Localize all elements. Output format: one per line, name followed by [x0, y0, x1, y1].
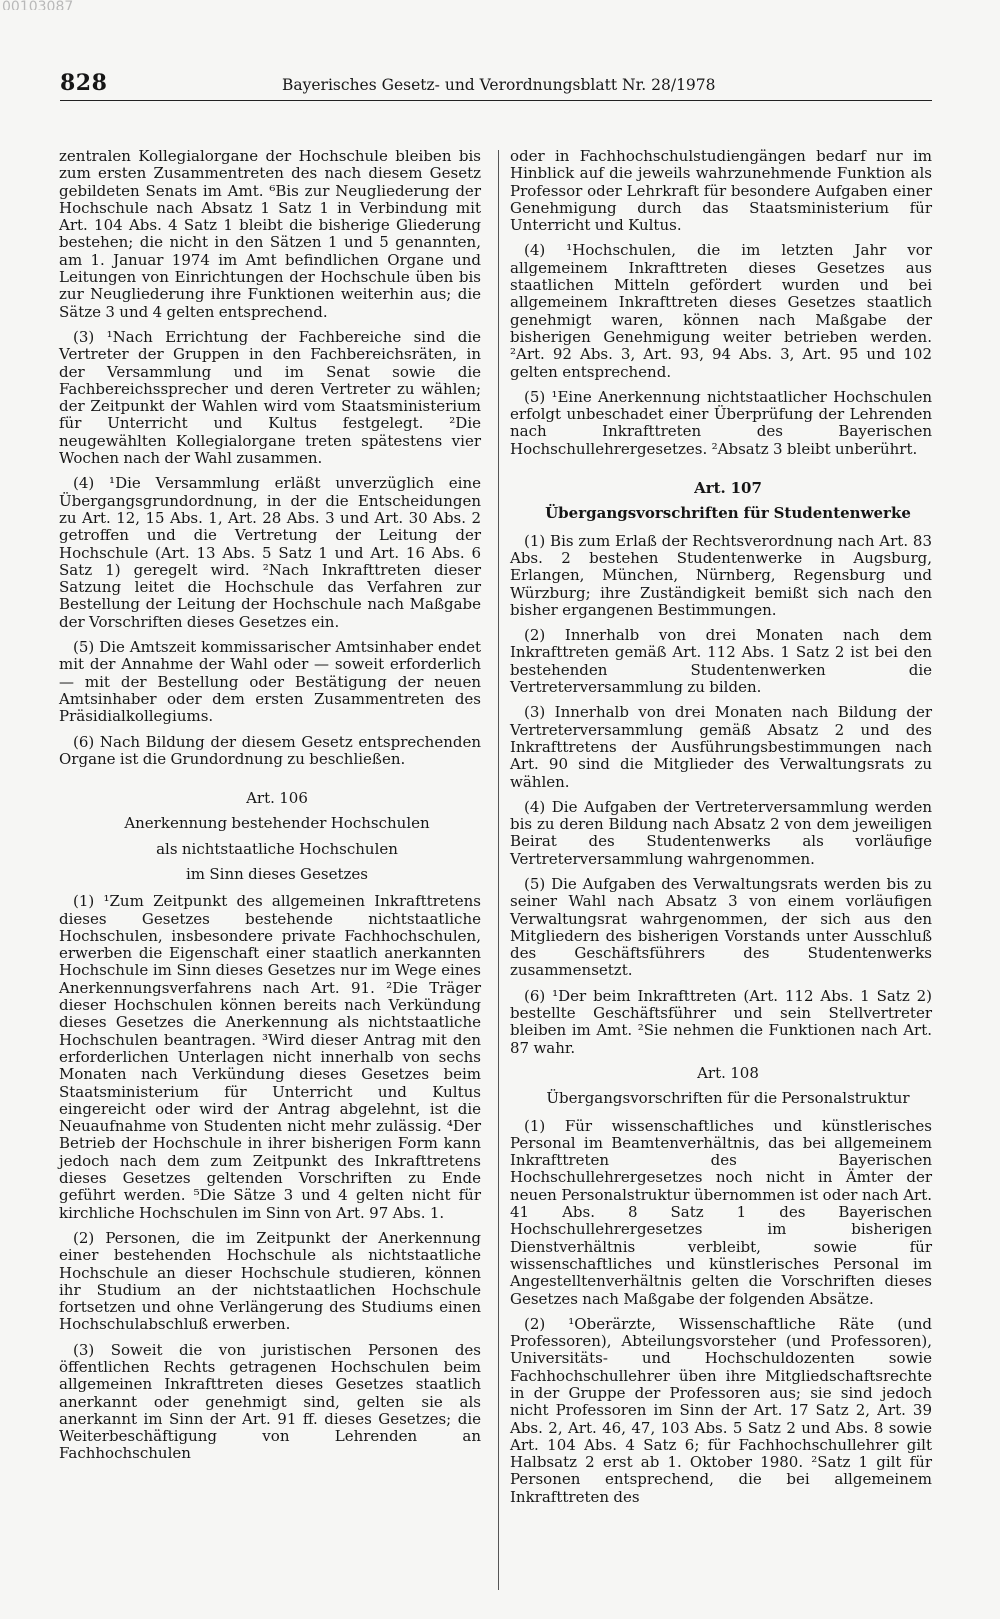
- paragraph: oder in Fachhochschulstudiengängen bedarf nur im Hinblick auf die jeweils wahrzunehmende Funktion als Professor oder Lehrkraft für besondere Aufgaben einer Genehmigung durch das Staatsministerium für Unterricht und Kultus.: [510, 147, 932, 235]
- paragraph: (4) ¹Hochschulen, die im letzten Jahr vor allgemeinem Inkrafttreten dieses Gesetzes aus staatlichen Mitteln gefördert wurden und bei allgemeinem Inkrafttreten dieses Gesetzes staatlich genehmigt waren, können nach Maßgabe der bisherigen Genehmigung weiter betrieben werden. ²Art. 92 Abs. 3, Art. 93, 94 Abs. 3, Art. 95 und 102 gelten entsprechend.: [510, 241, 932, 381]
- article-title-line: als nichtstaatliche Hochschulen: [156, 839, 398, 858]
- right-column: [510, 148, 932, 1588]
- paragraph: (6) Nach Bildung der diesem Gesetz entsprechenden Organe ist die Grundordnung zu beschließen.: [59, 732, 481, 768]
- paragraph: (5) ¹Eine Anerkennung nichtstaatlicher Hochschulen erfolgt unbeschadet einer Überprüfung der Lehrenden nach Inkrafttreten des Bayerischen Hochschullehrergesetzes. ²Absatz 3 bleibt unberührt.: [510, 387, 932, 458]
- paragraph: (3) Soweit die von juristischen Personen des öffentlichen Rechts getragenen Hochschulen beim allgemeinen Inkrafttreten dieses Gesetzes staatlich anerkannt oder genehmigt sind, gelten sie als anerkannt im Sinn der Art. 91 ff. dieses Gesetzes; die Weiterbeschäftigung von Lehrenden an Fachhochschulen: [59, 1340, 481, 1463]
- publication-title: Bayerisches Gesetz- und Verordnungsblatt Nr. 28/1978: [282, 76, 716, 94]
- page-number: 828: [60, 70, 108, 96]
- paragraph: (3) Innerhalb von drei Monaten nach Bildung der Vertreterversammlung gemäß Absatz 2 und des Inkrafttretens der Ausführungsbestimmungen nach Art. 90 sind die Mitglieder des Verwaltungsrats zu wählen.: [510, 703, 932, 791]
- paragraph: (6) ¹Der beim Inkrafttreten (Art. 112 Abs. 1 Satz 2) bestellte Geschäftsführer und sein Stellvertreter bleiben im Amt. ²Sie nehmen die Funktionen nach Art. 87 wahr.: [510, 986, 932, 1057]
- article-title-line: im Sinn dieses Gesetzes: [185, 864, 368, 883]
- page-header: [60, 70, 932, 101]
- article-title-line: Übergangsvorschriften für Studentenwerke: [545, 504, 911, 523]
- column-divider: [498, 150, 499, 1590]
- article-number: Art. 107: [694, 479, 762, 498]
- paragraph: (2) Personen, die im Zeitpunkt der Anerkennung einer bestehenden Hochschule als nichtstaatliche Hochschule an dieser Hochschule studieren, können ihr Studium an der nichtstaatlichen Hochschule fortsetzen und ohne Verlängerung des Studiums einen Hochschulabschluß erwerben.: [59, 1228, 481, 1334]
- paragraph: (1) Für wissenschaftliches und künstlerisches Personal im Beamtenverhältnis, das bei allgemeinem Inkrafttreten des Bayerischen Hochschullehrergesetzes noch nicht in Ämter der neuen Personalstruktur übernommen ist oder nach Art. 41 Abs. 8 Satz 1 des Bayerischen Hochschullehrergesetzes im bisherigen Dienstverhältnis verbleibt, sowie für wissenschaftliches und künstlerisches Personal im Angestelltenverhältnis gelten die Vorschriften dieses Gesetzes nach Maßgabe der folgenden Absätze.: [510, 1116, 932, 1308]
- article-number: Art. 106: [246, 789, 308, 808]
- article-107-heading: [510, 480, 932, 523]
- article-title-line: Anerkennung bestehender Hochschulen: [124, 814, 430, 833]
- left-column: [59, 148, 481, 1588]
- paragraph: (2) ¹Oberärzte, Wissenschaftliche Räte (und Professoren), Abteilungsvorsteher (und Professoren), Universitäts- und Hochschuldozenten sowie Fachhochschullehrer üben ihre Mitgliedschaftsrechte in der Gruppe der Professoren aus; sie sind jedoch nicht Professoren im Sinn der Art. 17 Satz 2, Art. 39 Abs. 2, Art. 46, 47, 103 Abs. 5 Satz 2 und Abs. 8 sowie Art. 104 Abs. 4 Satz 6; für Fachhochschullehrer gilt Halbsatz 2 erst ab 1. Oktober 1980. ²Satz 1 gilt für Personen entsprechend, die bei allgemeinem Inkrafttreten des: [510, 1314, 932, 1506]
- paragraph: (1) ¹Zum Zeitpunkt des allgemeinen Inkrafttretens dieses Gesetzes bestehende nichtstaatliche Hochschulen, insbesondere private Fachhochschulen, erwerben die Eigenschaft einer staatlich anerkannten Hochschule im Sinn dieses Gesetzes nur im Wege eines Anerkennungsverfahrens nach Art. 91. ²Die Träger dieser Hochschulen können bereits nach Verkündung dieses Gesetzes die Anerkennung als nichtstaatliche Hochschulen beantragen. ³Wird dieser Antrag mit den erforderlichen Unterlagen nicht innerhalb von sechs Monaten nach Verkündung dieses Gesetzes beim Staatsministerium für Unterricht und Kultus eingereicht oder wird der Antrag abgelehnt, ist die Neuaufnahme von Studenten nicht mehr zulässig. ⁴Der Betrieb der Hochschule in ihrer bisherigen Form kann jedoch nach dem zum Zeitpunkt des Inkrafttretens dieses Gesetzes geltenden Vorschriften zu Ende geführt werden. ⁵Die Sätze 3 und 4 gelten nicht für kirchliche Hochschulen im Sinn von Art. 97 Abs. 1.: [59, 892, 481, 1222]
- article-106-heading: [59, 790, 481, 883]
- article-title-line: Übergangsvorschriften für die Personalstruktur: [546, 1089, 910, 1108]
- paragraph: (5) Die Aufgaben des Verwaltungsrats werden bis zu seiner Wahl nach Absatz 3 von einem vorläufigen Verwaltungsrat wahrgenommen, der sich aus den Mitgliedern des bisherigen Vorstands unter Ausschluß des Geschäftsführers des Studentenwerks zusammensetzt.: [510, 874, 932, 980]
- article-number: Art. 108: [697, 1063, 759, 1082]
- article-108-heading: [510, 1065, 932, 1108]
- paragraph: (4) ¹Die Versammlung erläßt unverzüglich eine Übergangsgrundordnung, in der die Entscheidungen zu Art. 12, 15 Abs. 1, Art. 28 Abs. 3 und Art. 30 Abs. 2 getroffen und die Vertretung der Leitung der Hochschule (Art. 13 Abs. 5 Satz 1 und Art. 16 Abs. 6 Satz 1) geregelt wird. ²Nach Inkrafttreten dieser Satzung leitet die Hochschule das Verfahren zur Bestellung der Leitung der Hochschule nach Maßgabe der Vorschriften dieses Gesetzes ein.: [59, 474, 481, 631]
- paragraph: (1) Bis zum Erlaß der Rechtsverordnung nach Art. 83 Abs. 2 bestehen Studentenwerke in Augsburg, Erlangen, München, Nürnberg, Regensburg und Würzburg; ihre Zuständigkeit bemißt sich nach den bisher ergangenen Bestimmungen.: [510, 531, 932, 619]
- paragraph: (2) Innerhalb von drei Monaten nach dem Inkrafttreten gemäß Art. 112 Abs. 1 Satz 2 ist bei den bestehenden Studentenwerken die Vertreterversammlung zu bilden.: [510, 626, 932, 697]
- paragraph: (4) Die Aufgaben der Vertreterversammlung werden bis zu deren Bildung nach Absatz 2 von dem jeweiligen Beirat des Studentenwerks als vorläufige Vertreterversammlung wahrgenommen.: [510, 797, 932, 868]
- scan-id: 00103087: [2, 0, 74, 10]
- paragraph: (5) Die Amtszeit kommissarischer Amtsinhaber endet mit der Annahme der Wahl oder — soweit erforderlich — mit der Bestellung oder Bestätigung der neuen Amtsinhaber oder dem ersten Zusammentreten des Präsidialkollegiums.: [59, 638, 481, 726]
- paragraph: (3) ¹Nach Errichtung der Fachbereiche sind die Vertreter der Gruppen in den Fachbereichsräten, in der Versammlung und im Senat sowie die Fachbereichssprecher und deren Vertreter zu wählen; der Zeitpunkt der Wahlen wird vom Staatsministerium für Unterricht und Kultus festgelegt. ²Die neugewählten Kollegialorgane treten spätestens vier Wochen nach der Wahl zusammen.: [59, 327, 481, 468]
- paragraph: zentralen Kollegialorgane der Hochschule bleiben bis zum ersten Zusammentreten des nach diesem Gesetz gebildeten Senats im Amt. ⁶Bis zur Neugliederung der Hochschule nach Absatz 1 Satz 1 in Verbindung mit Art. 104 Abs. 4 Satz 1 bleibt die bisherige Gliederung bestehen; die nicht in den Sätzen 1 und 5 genannten, am 1. Januar 1974 im Amt befindlichen Organe und Leitungen von Einrichtungen der Hochschule üben bis zur Neugliederung ihre Funktionen weiterhin aus; die Sätze 3 und 4 gelten entsprechend.: [59, 147, 481, 321]
